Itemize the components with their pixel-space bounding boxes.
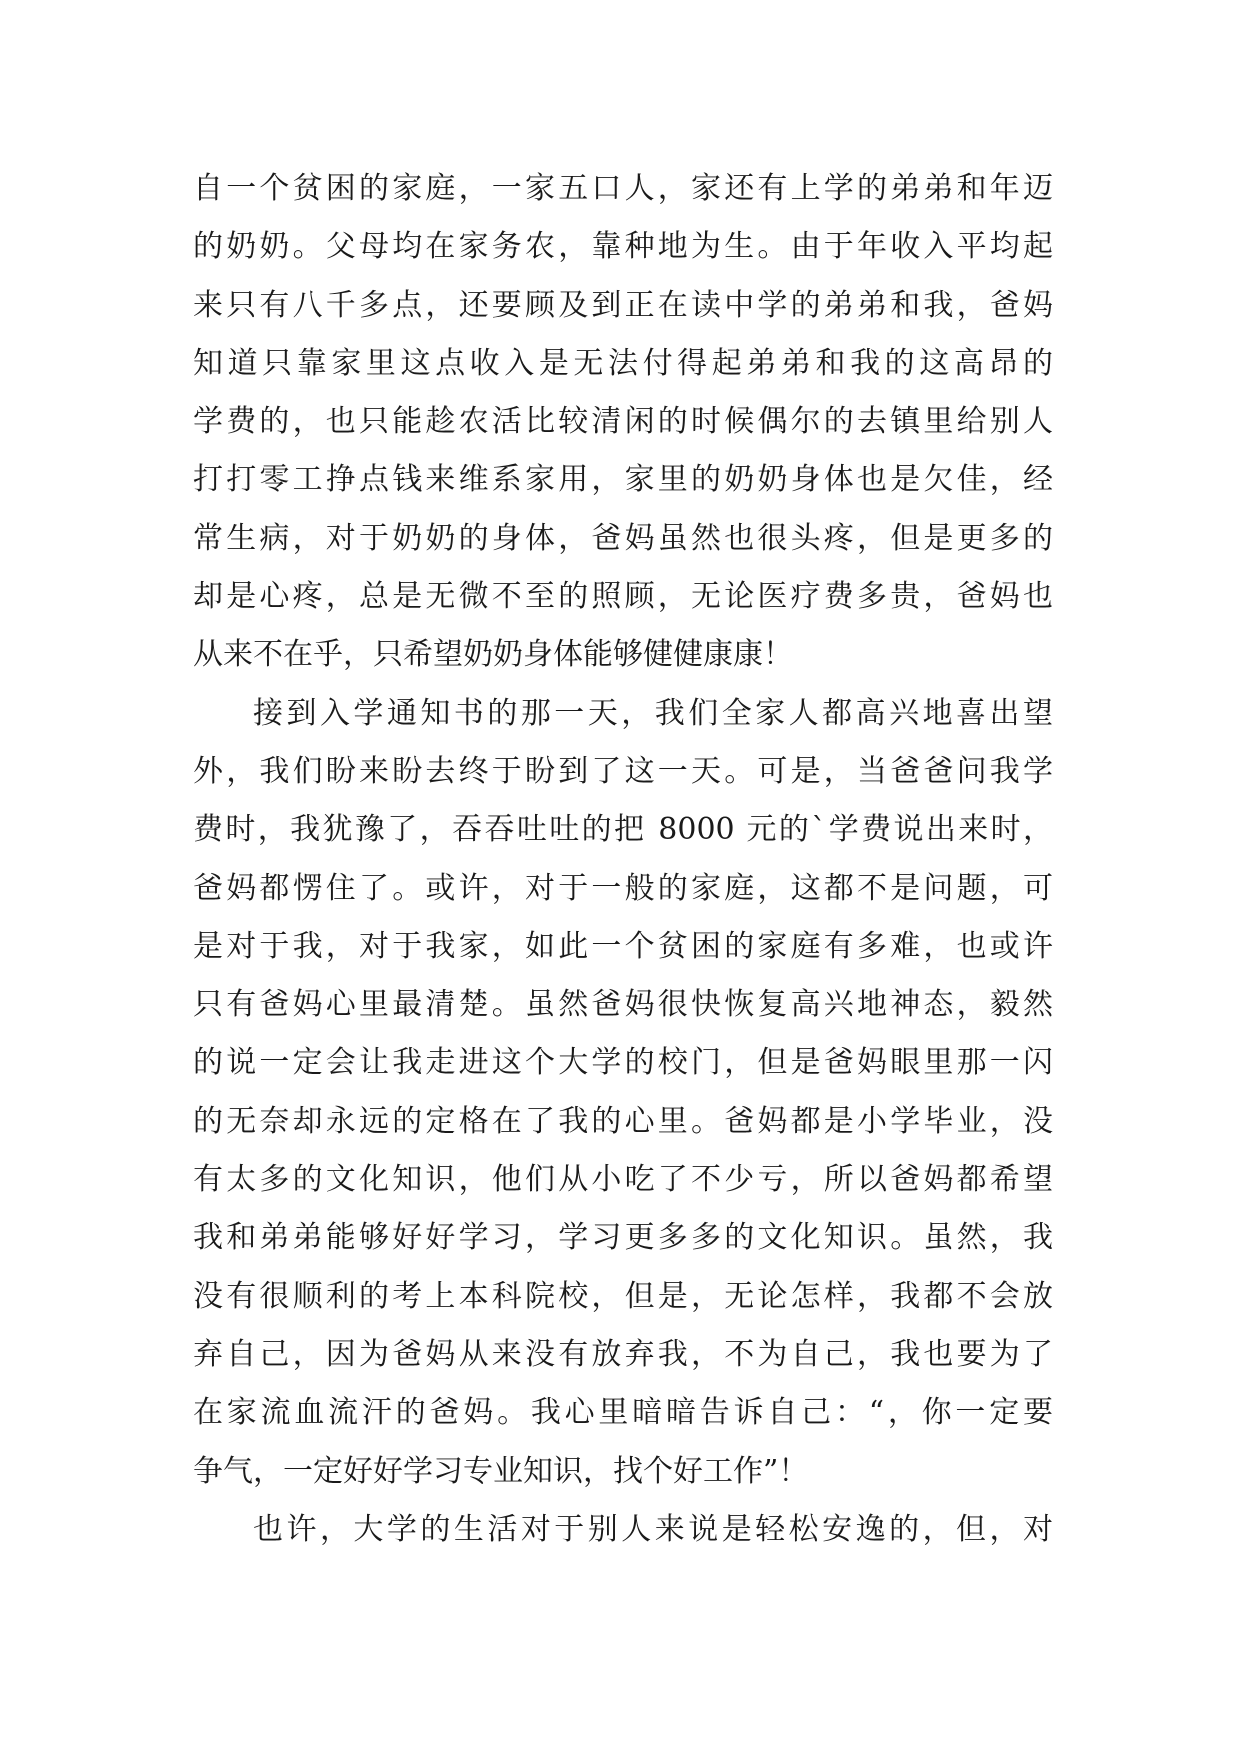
text-line: 只有爸妈心里最清楚。虽然爸妈很快恢复高兴地神态，毅然 bbox=[193, 987, 1053, 1023]
text-line: 没有很顺利的考上本科院校，但是，无论怎样，我都不会放 bbox=[193, 1278, 1053, 1314]
text-line: 自一个贫困的家庭，一家五口人，家还有上学的弟弟和年迈 bbox=[193, 171, 1053, 206]
text-line: 常生病，对于奶奶的身体，爸妈虽然也很头疼，但是更多的 bbox=[193, 520, 1053, 556]
text-line: 争气，一定好好学习专业知识，找个好工作”！ bbox=[193, 1453, 809, 1489]
text-line: 是对于我，对于我家，如此一个贫困的家庭有多难，也或许 bbox=[193, 928, 1053, 964]
text-line: 知道只靠家里这点收入是无法付得起弟弟和我的这高昂的 bbox=[193, 345, 1053, 381]
paragraph-1 bbox=[193, 160, 1053, 685]
text-line: 外，我们盼来盼去终于盼到了这一天。可是，当爸爸问我学 bbox=[193, 753, 1053, 789]
text-line: 有太多的文化知识，他们从小吃了不少亏，所以爸妈都希望 bbox=[193, 1162, 1053, 1198]
text-line: 爸妈都愣住了。或许，对于一般的家庭，这都不是问题，可 bbox=[193, 870, 1053, 906]
text-line: 来只有八千多点，还要顾及到正在读中学的弟弟和我，爸妈 bbox=[193, 287, 1053, 323]
text-line: 我和弟弟能够好好学习，学习更多多的文化知识。虽然，我 bbox=[193, 1220, 1053, 1256]
paragraph-2 bbox=[193, 685, 1053, 1501]
text-line: 打打零工挣点钱来维系家用，家里的奶奶身体也是欠佳，经 bbox=[193, 462, 1053, 498]
text-line: 学费的，也只能趁农活比较清闲的时候偶尔的去镇里给别人 bbox=[193, 404, 1053, 440]
text-line: 的说一定会让我走进这个大学的校门，但是爸妈眼里那一闪 bbox=[193, 1045, 1053, 1081]
text-line: 在家流血流汗的爸妈。我心里暗暗告诉自己：“，你一定要 bbox=[193, 1395, 1053, 1431]
text-line: 也许，大学的生活对于别人来说是轻松安逸的，但，对 bbox=[253, 1511, 1053, 1547]
paragraph-3 bbox=[193, 1501, 1053, 1559]
text-line: 却是心疼，总是无微不至的照顾，无论医疗费多贵，爸妈也 bbox=[193, 579, 1053, 615]
text-line: 的奶奶。父母均在家务农，靠种地为生。由于年收入平均起 bbox=[193, 229, 1053, 265]
document-body bbox=[193, 160, 1053, 1559]
text-line: 弃自己，因为爸妈从来没有放弃我，不为自己，我也要为了 bbox=[193, 1336, 1053, 1372]
text-line: 接到入学通知书的那一天，我们全家人都高兴地喜出望 bbox=[253, 695, 1053, 731]
text-line: 费时，我犹豫了，吞吞吐吐的把 8000 元的`学费说出来时， bbox=[193, 812, 1053, 848]
text-line: 的无奈却永远的定格在了我的心里。爸妈都是小学毕业，没 bbox=[193, 1103, 1053, 1139]
text-line: 从来不在乎，只希望奶奶身体能够健健康康！ bbox=[193, 637, 793, 673]
